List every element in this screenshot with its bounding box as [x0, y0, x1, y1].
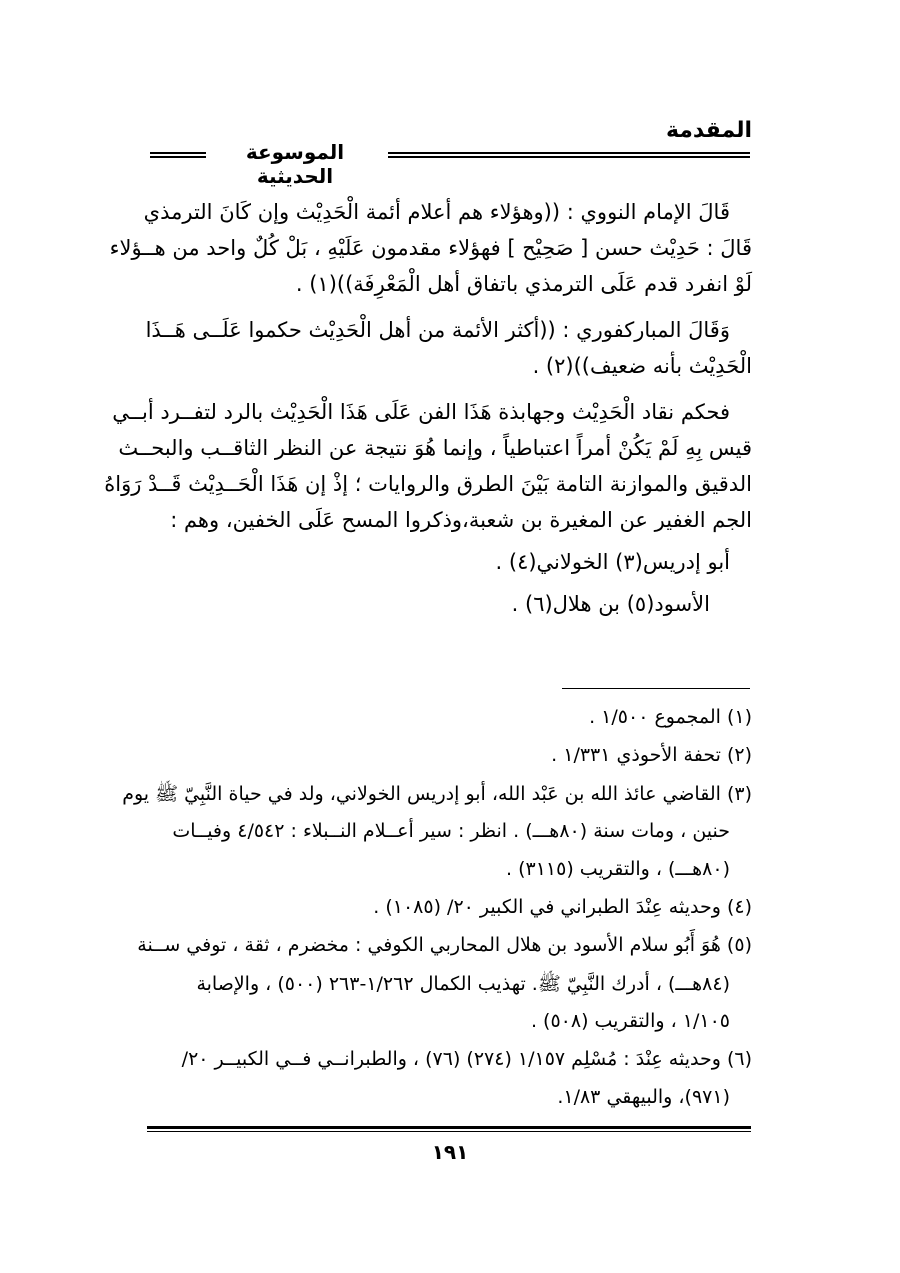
body-line: قَالَ : حَدِيْث حسن [ صَحِيْح ] فهؤلاء مقدمون عَلَيْهِ ، بَلْ كُلٌ واحد من هــؤلاء — [109, 236, 752, 260]
body-line: قَالَ الإمام النووي : ((وهؤلاء هم أعلام أئمة الْحَدِيْث وإن كَانَ الترمذي — [143, 200, 730, 224]
footnote-continuation: (٩٧١)، والبيهقي ١/٨٣. — [557, 1086, 730, 1108]
footnote-continuation: (٨٤هـــ) ، أدرك النَّبِيّ ﷺ. تهذيب الكمال ١/٢٦٢-٢٦٣ (٥٠٠) ، والإصابة — [196, 973, 730, 995]
body-line: الجم الغفير عن المغيرة بن شعبة،وذكروا المسح عَلَى الخفين، وهم : — [170, 508, 752, 532]
footnote: (٢) تحفة الأحوذي ١/٣٣١ . — [551, 744, 752, 766]
list-item: أبو إدريس(٣) الخولاني(٤) . — [495, 550, 730, 574]
body-line: فحكم نقاد الْحَدِيْث وجهابذة هَذَا الفن عَلَى هَذَا الْحَدِيْث بالرد لتفــرد أبــي — [112, 400, 730, 424]
body-line: الدقيق والموازنة التامة بَيْنَ الطرق والروايات ؛ إذْ إن هَذَا الْحَــدِيْث قَــدْ رَوَاهُ — [104, 472, 752, 496]
section-title: المقدمة — [665, 118, 752, 143]
footnote-separator — [562, 688, 750, 689]
footnote: (٦) وحديثه عِنْدَ : مُسْلِم ١/١٥٧ (٢٧٤) (٧٦) ، والطبرانــي فــي الكبيــر ٢٠/ — [181, 1048, 752, 1070]
footnote: (٥) هُوَ أَبُو سلام الأسود بن هلال المحاربي الكوفي : مخضرم ، ثقة ، توفي ســنة — [137, 934, 752, 956]
footnote: (٣) القاضي عائذ الله بن عَبْد الله، أبو إدريس الخولاني، ولد في حياة النَّبِيّ ﷺ يوم — [122, 783, 752, 805]
footnote-continuation: ١/١٠٥ ، والتقريب (٥٠٨) . — [530, 1010, 730, 1032]
body-line: الْحَدِيْث بأنه ضعيف))(٢) . — [532, 354, 752, 378]
book-title: الموسوعة الحديثية — [245, 140, 345, 188]
footnote: (٤) وحديثه عِنْدَ الطبراني في الكبير ٢٠/ (١٠٨٥) . — [373, 896, 752, 918]
footer-rule — [147, 1126, 751, 1132]
footnotes — [122, 706, 752, 1126]
footnote-continuation: حنين ، ومات سنة (٨٠هـــ) . انظر : سير أعــلام النــبلاء : ٤/٥٤٢ وفيــات — [172, 820, 730, 842]
list-item: الأسود(٥) بن هلال(٦) . — [511, 592, 710, 616]
body-line: قيس بِهِ لَمْ يَكُنْ أمراً اعتباطياً ، وإنما هُوَ نتيجة عن النظر الثاقــب والبحــث — [118, 436, 752, 460]
header-rule-left — [150, 152, 206, 158]
page-number: ١٩١ — [431, 1140, 469, 1164]
footnote-continuation: (٨٠هـــ) ، والتقريب (٣١١٥) . — [506, 858, 730, 880]
body-line: وَقَالَ المباركفوري : ((أكثر الأئمة من أهل الْحَدِيْث حكموا عَلَــى هَــذَا — [145, 318, 730, 342]
footnote: (١) المجموع ١/٥٠٠ . — [589, 706, 752, 728]
body-line: لَوْ انفرد قدم عَلَى الترمذي باتفاق أهل الْمَعْرِفَة))(١) . — [295, 272, 752, 296]
header-rule-right — [388, 152, 750, 158]
